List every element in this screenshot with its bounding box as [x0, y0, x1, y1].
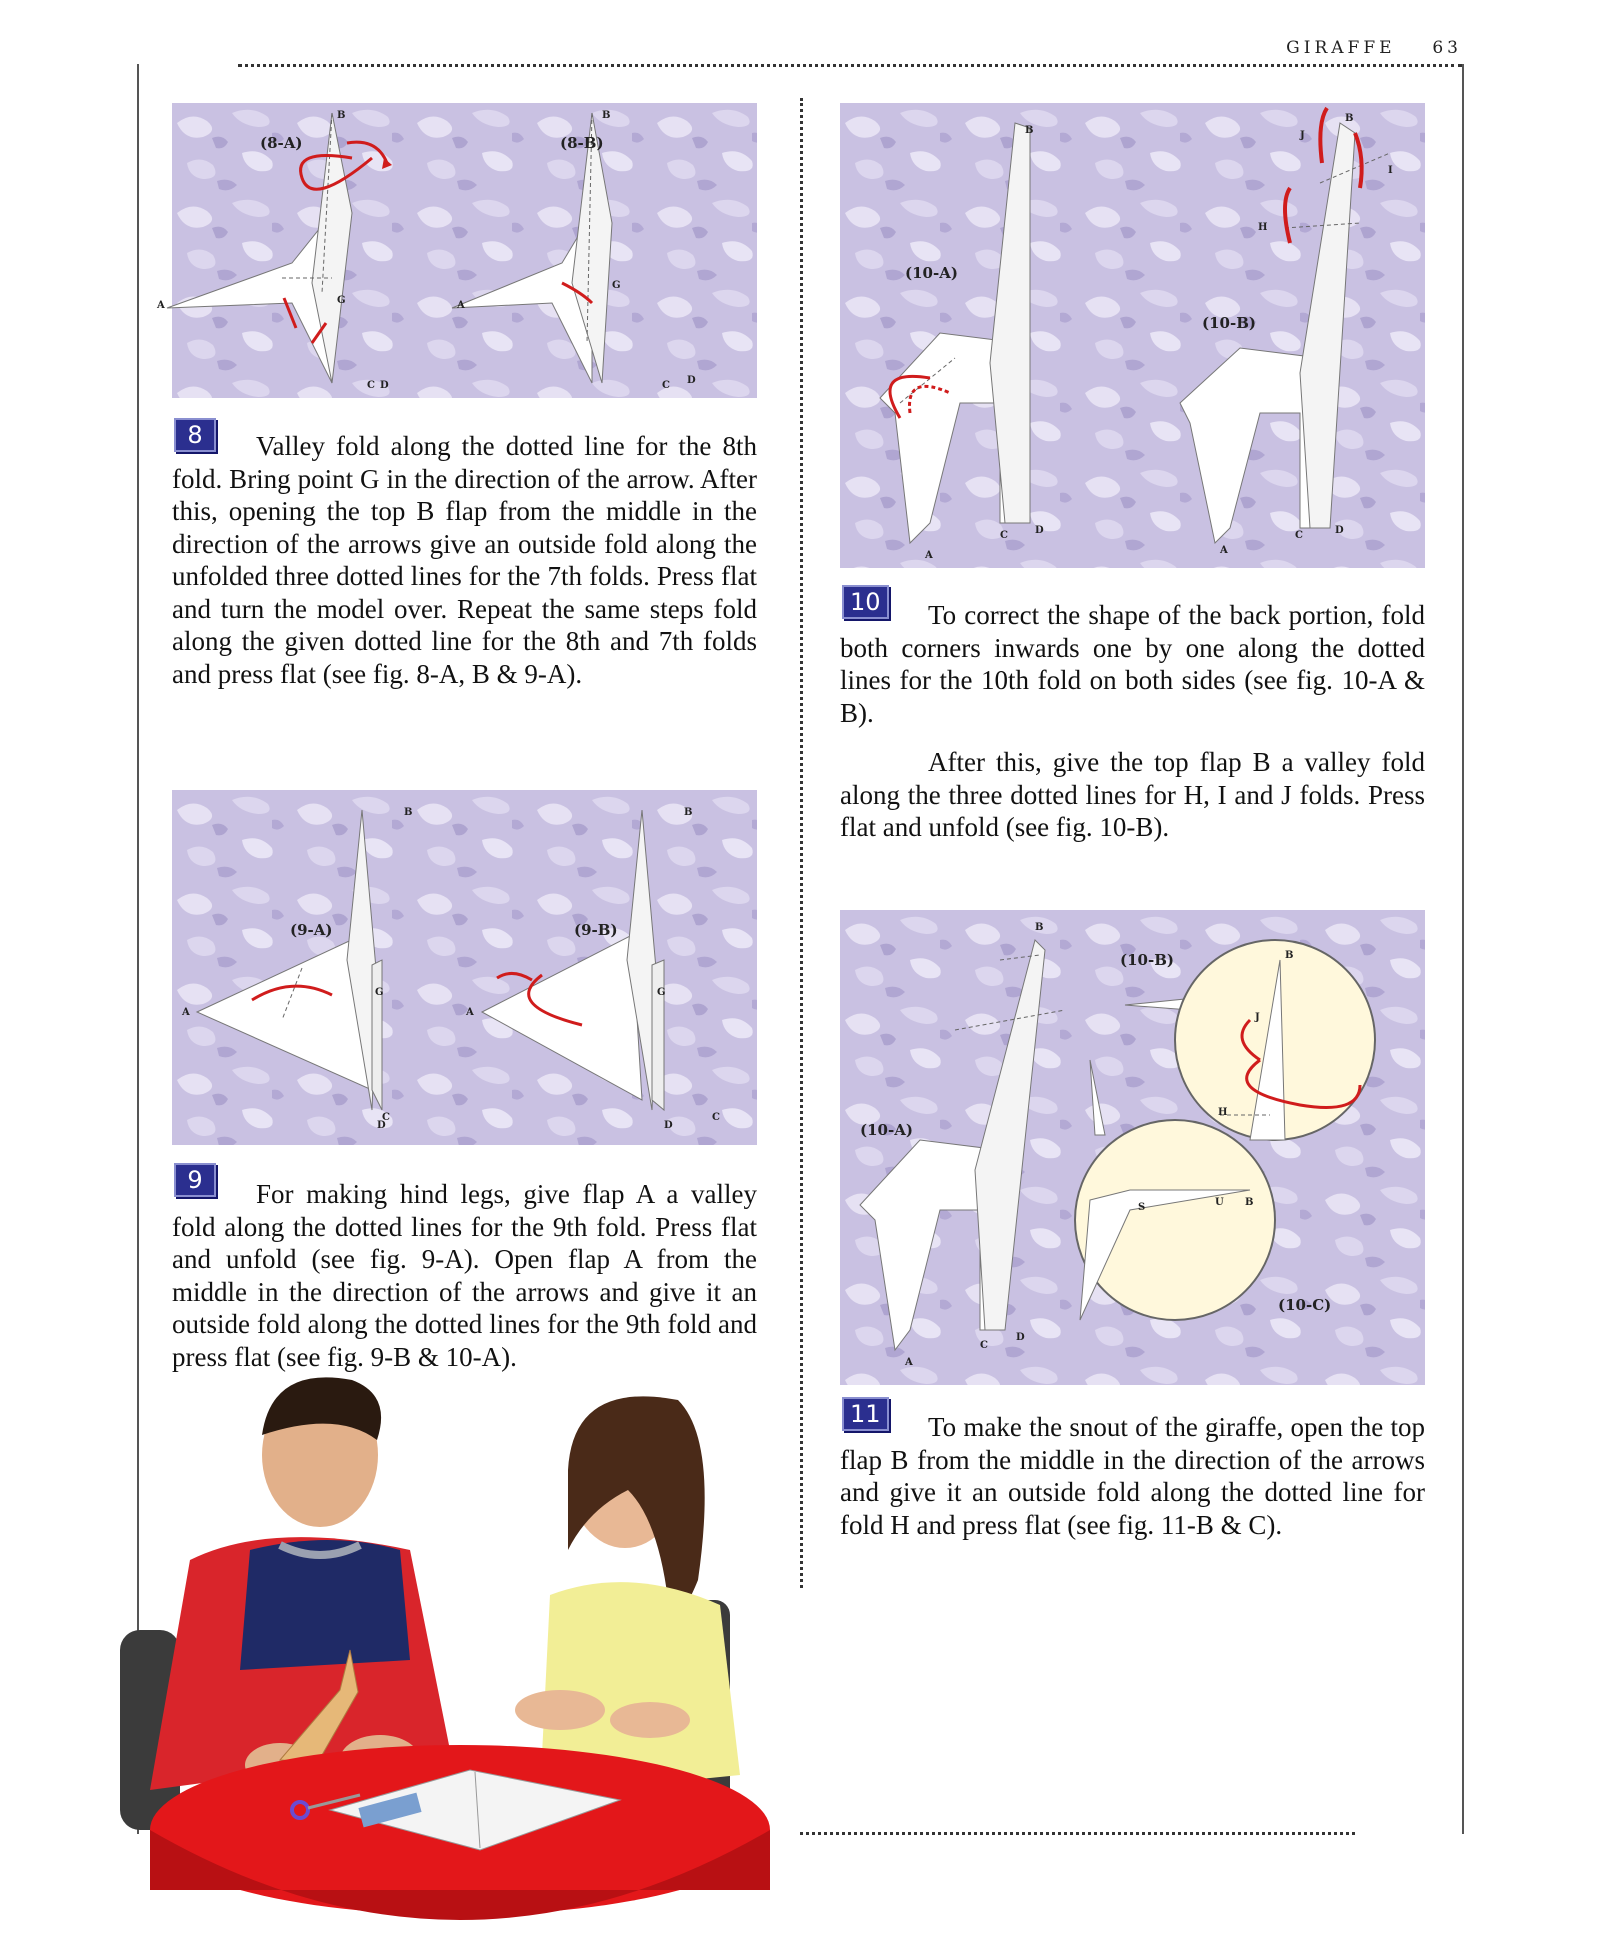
- svg-text:B: B: [1025, 125, 1034, 136]
- svg-text:A: A: [466, 1007, 474, 1018]
- top-dotted-rule: [238, 64, 1462, 67]
- svg-text:C: C: [382, 1112, 390, 1123]
- step-10-text: To correct the shape of the back portion, fold both corners inwards one by one along the dotted lines for the 10th fold on both sides (see fig. 10-A & B).: [840, 600, 1425, 728]
- svg-text:B: B: [337, 110, 346, 121]
- svg-text:D: D: [687, 375, 696, 386]
- svg-text:(10-B): (10-B): [1202, 314, 1256, 332]
- right-margin-rule: [1462, 64, 1464, 1834]
- svg-text:J: J: [1255, 1012, 1260, 1023]
- svg-text:(8-B): (8-B): [560, 134, 604, 152]
- svg-text:(9-B): (9-B): [574, 921, 618, 939]
- bottom-dotted-rule: [800, 1832, 1355, 1835]
- step-8-badge: 8: [174, 418, 216, 452]
- svg-text:D: D: [664, 1120, 673, 1131]
- svg-text:B: B: [1035, 922, 1044, 933]
- svg-text:A: A: [157, 300, 165, 311]
- svg-text:G: G: [657, 987, 666, 998]
- svg-text:(10-A): (10-A): [860, 1121, 913, 1139]
- figure-11-panel: [840, 910, 1425, 1385]
- svg-text:A: A: [457, 300, 465, 311]
- step-11-badge: 11: [842, 1397, 889, 1431]
- chapter-title: GIRAFFE: [1286, 38, 1396, 58]
- step-10-text-continued: After this, give the top flap B a valley fold along the three dotted lines for H, I and J folds. Press flat and unfold (see fig. 10-B).: [840, 747, 1425, 842]
- svg-text:D: D: [1335, 525, 1344, 536]
- figure-11-diagram: [840, 910, 1425, 1385]
- figure-9-panel: [172, 790, 757, 1145]
- figure-8-diagram: [157, 103, 757, 398]
- svg-text:B: B: [684, 807, 693, 818]
- svg-text:C: C: [1295, 530, 1303, 541]
- step-10-badge: 10: [842, 585, 889, 619]
- svg-text:A: A: [905, 1357, 913, 1368]
- svg-text:H: H: [1218, 1107, 1228, 1118]
- svg-text:(10-B): (10-B): [1120, 951, 1174, 969]
- svg-text:(9-A): (9-A): [290, 921, 333, 939]
- svg-text:B: B: [1285, 950, 1294, 961]
- svg-text:U: U: [1215, 1197, 1224, 1208]
- svg-text:C: C: [980, 1340, 988, 1351]
- svg-text:A: A: [925, 550, 933, 561]
- svg-text:(8-A): (8-A): [260, 134, 303, 152]
- step-9-badge: 9: [174, 1163, 216, 1197]
- figure-10-panel: [840, 103, 1425, 568]
- svg-text:C: C: [712, 1112, 720, 1123]
- svg-text:D: D: [380, 380, 389, 391]
- svg-text:D: D: [1035, 525, 1044, 536]
- svg-text:C: C: [367, 380, 375, 391]
- svg-text:I: I: [1388, 165, 1393, 176]
- svg-text:C: C: [662, 380, 670, 391]
- svg-text:G: G: [375, 987, 384, 998]
- svg-text:S: S: [1138, 1202, 1146, 1213]
- svg-text:C: C: [1000, 530, 1008, 541]
- figure-9-diagram: [172, 790, 757, 1145]
- svg-text:A: A: [1220, 545, 1228, 556]
- step-8-text: Valley fold along the dotted line for the 8th fold. Bring point G in the direction of the arrow. After this, opening the top B flap from the middle in the direction of the arrows give an outside fold along the unfolded three dotted lines for the 7th folds. Press flat and turn the model over. Repeat the same steps fold along the given dotted line for the 8th and 7th folds and press flat (see fig. 8-A, B & 9-A).: [172, 431, 757, 689]
- running-header: [1286, 38, 1462, 58]
- kids-folding-origami-photo: [130, 1380, 800, 1925]
- svg-text:B: B: [404, 807, 413, 818]
- svg-text:G: G: [337, 295, 346, 306]
- step-9-text: For making hind legs, give flap A a valley fold along the dotted lines for the 9th fold. Press flat and unfold (see fig. 9-A). Open flap A from the middle in the direction of the arrows and give it an outside fold along the dotted lines for the 9th fold and press flat (see fig. 9-B & 10-A).: [172, 1179, 757, 1372]
- svg-text:J: J: [1300, 130, 1305, 141]
- svg-text:B: B: [602, 110, 611, 121]
- figure-8-panel: [157, 103, 757, 398]
- svg-text:G: G: [612, 280, 621, 291]
- svg-text:(10-C): (10-C): [1278, 1296, 1332, 1314]
- svg-text:B: B: [1245, 1197, 1254, 1208]
- svg-text:(10-A): (10-A): [905, 264, 958, 282]
- svg-text:B: B: [1345, 113, 1354, 124]
- column-divider: [800, 98, 803, 1588]
- step-11-text: To make the snout of the giraffe, open the top flap B from the middle in the direction of the arrows and give it an outside fold along the dotted line for fold H and press flat (see fig. 11-B & C).: [840, 1412, 1425, 1540]
- page-number: 63: [1432, 38, 1462, 58]
- figure-10-diagram: [840, 103, 1425, 568]
- svg-text:D: D: [377, 1120, 386, 1131]
- svg-text:A: A: [182, 1007, 190, 1018]
- svg-text:H: H: [1258, 222, 1268, 233]
- svg-text:D: D: [1016, 1332, 1025, 1343]
